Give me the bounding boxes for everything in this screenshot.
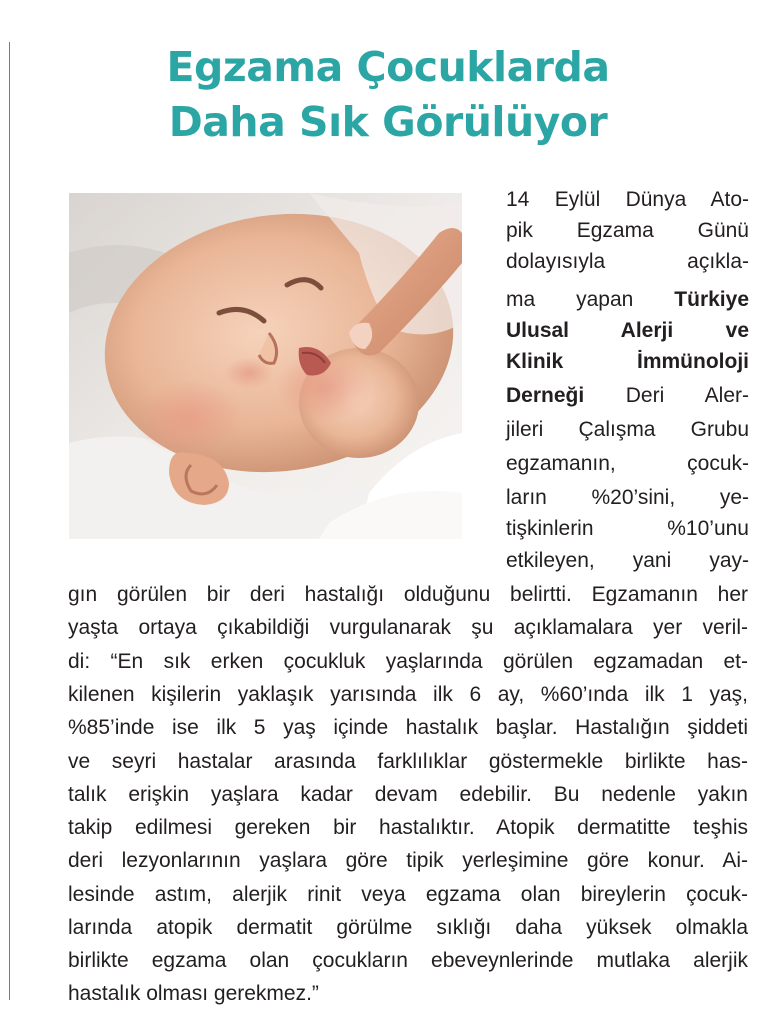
headline-line-2: Daha Sık Görülüyor xyxy=(168,98,608,146)
side-text-line-12 xyxy=(506,545,749,576)
side-text-3: dolayısıyla açıkla- xyxy=(506,250,749,273)
body-line-2: yaşta ortaya çıkabildiği vurgulanarak şu açıklamalara yer veril- xyxy=(68,616,748,639)
body-line-3: di: “En sık erken çocukluk yaşlarında görülen egzamadan et- xyxy=(68,650,748,673)
side-text-4b: Türkiye xyxy=(674,288,749,311)
side-text-4a: ma yapan xyxy=(506,288,675,311)
body-line-5: %85’inde ise ilk 5 yaş içinde hastalık başlar. Hastalığın şiddeti xyxy=(68,716,748,739)
body-line-6: ve seyri hastalar arasında farklılıklar göstermekle birlikte has- xyxy=(68,750,748,773)
side-text-7a: Derneği xyxy=(506,384,585,407)
side-text-10: ların %20’sini, ye- xyxy=(506,486,749,509)
side-text-2: pik Egzama Günü xyxy=(506,219,749,242)
side-text-line-1 xyxy=(506,184,749,215)
side-text-line-11 xyxy=(506,513,749,544)
side-text-line-7 xyxy=(506,380,749,411)
body-line-1: gın görülen bir deri hastalığı olduğunu belirtti. Egzamanın her xyxy=(68,583,748,606)
side-text-6: Klinik İmmünoloji xyxy=(506,350,749,373)
side-text-line-4 xyxy=(506,284,749,315)
body-line-4: kilenen kişilerin yaklaşık yarısında ilk 6 ay, %60’ında ilk 1 yaş, xyxy=(68,683,748,706)
body-line-8: takip edilmesi gereken bir hastalıktır. Atopik dermatitte teşhis xyxy=(68,816,748,839)
side-text-1: 14 Eylül Dünya Ato- xyxy=(506,188,749,211)
headline-line-1: Egzama Çocuklarda xyxy=(166,43,610,91)
side-text-line-2 xyxy=(506,215,749,246)
article-headline xyxy=(0,40,776,150)
body-line-11: larında atopik dermatit görülme sıklığı daha yüksek olmakla xyxy=(68,916,748,939)
body-line-13: hastalık olması gerekmez.” xyxy=(68,982,319,1005)
side-text-8: jileri Çalışma Grubu xyxy=(506,418,749,441)
side-text-5: Ulusal Alerji ve xyxy=(506,319,749,342)
side-text-line-9 xyxy=(506,448,749,479)
body-line-7: talık erişkin yaşlara kadar devam edebilir. Bu nedenle yakın xyxy=(68,783,748,806)
body-line-10: lesinde astım, alerjik rinit veya egzama olan bireylerin çocuk- xyxy=(68,883,748,906)
side-text-11: tişkinlerin %10’unu xyxy=(506,517,749,540)
body-line-9: deri lezyonlarının yaşlara göre tipik yerleşimine göre konur. Ai- xyxy=(68,849,748,872)
baby-face-photo xyxy=(69,193,462,539)
body-line-12: birlikte egzama olan çocukların ebeveynlerinde mutlaka alerjik xyxy=(68,949,748,972)
side-text-line-10 xyxy=(506,482,749,513)
side-text-line-3 xyxy=(506,246,749,277)
page-margin-rule xyxy=(9,42,10,1000)
side-text-9: egzamanın, çocuk- xyxy=(506,452,749,475)
side-text-line-6 xyxy=(506,346,749,377)
side-text-line-8 xyxy=(506,414,749,445)
side-text-12: etkileyen, yani yay- xyxy=(506,549,749,572)
side-text-line-5 xyxy=(506,315,749,346)
side-text-7b: Deri Aler- xyxy=(584,384,749,407)
